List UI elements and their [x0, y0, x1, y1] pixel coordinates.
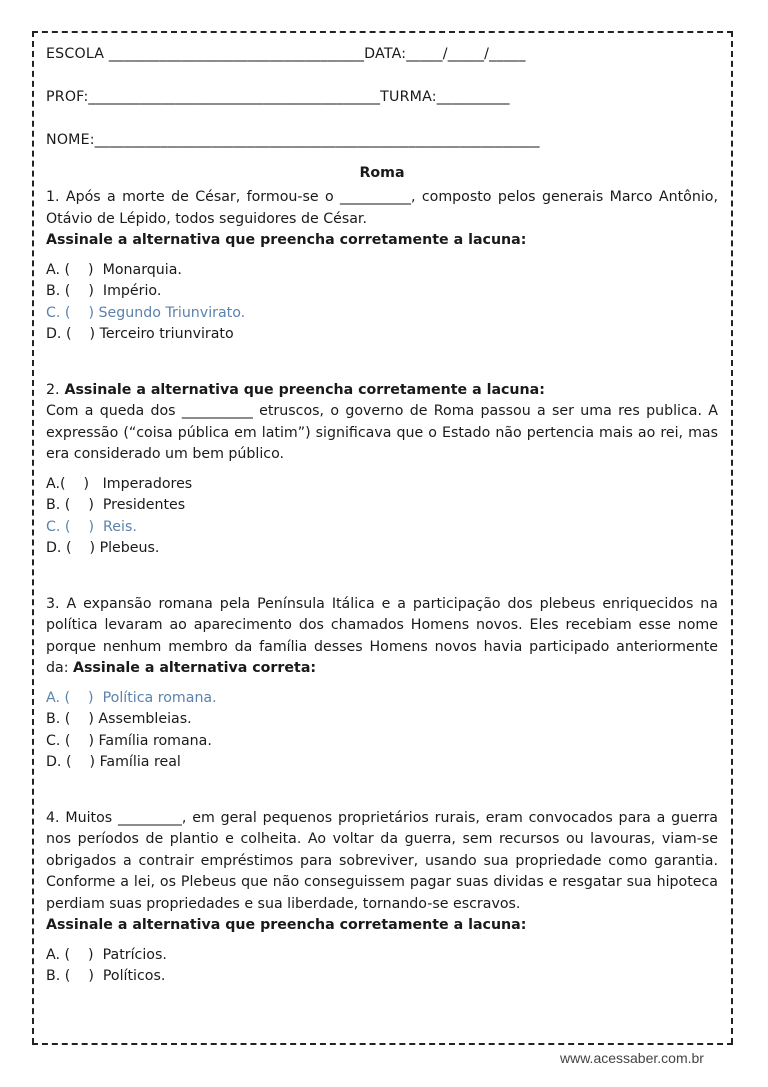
question-3-text: 3. A expansão romana pela Península Itálica e a participação dos plebeus enriquecidos na política levaram ao aparecimento dos chamados Homens novos. Eles recebiam esse nome porque nenhum membro da família desses Homens novos havia participado anteriormente da: Assinale a alternativa correta:	[46, 595, 718, 676]
option-a[interactable]: A. ( ) Patrícios.	[46, 946, 167, 963]
option-a[interactable]: A. ( ) Política romana.	[46, 689, 217, 706]
worksheet-content	[46, 44, 718, 988]
option-a[interactable]: A. ( ) Monarquia.	[46, 261, 182, 278]
option-d[interactable]: D. ( ) Terceiro triunvirato	[46, 326, 234, 342]
question-1-text: 1. Após a morte de César, formou-se o __________, composto pelos generais Marco Antônio, Otávio de Lépido, todos seguidores de César.	[46, 189, 718, 227]
question-1-instruction: Assinale a alternativa que preencha corretamente a lacuna:	[46, 232, 527, 248]
prof-field[interactable]: PROF:________________________________________TURMA:__________	[46, 89, 510, 105]
question-3	[46, 594, 718, 774]
escola-field[interactable]: ESCOLA ___________________________________DATA:_____/_____/_____	[46, 46, 526, 62]
question-4-text: 4. Muitos _________, em geral pequenos proprietários rurais, eram convocados para a guerra nos períodos de plantio e colheita. Ao voltar da guerra, sem recursos ou lavouras, viam-se obrigados a contrair empréstimos para sobreviver, usando sua propriedade como garantia. Conforme a lei, os Plebeus que não conseguissem pagar suas dividas e resgatar sua hipoteca perdiam suas propriedades e sua liberdade, tornando-se escravos.	[46, 809, 718, 912]
option-d[interactable]: D. ( ) Plebeus.	[46, 540, 160, 556]
option-b[interactable]: B. ( ) Assembleias.	[46, 711, 192, 727]
question-2-text: Com a queda dos __________ etruscos, o governo de Roma passou a ser uma res publica. A expressão (“coisa pública em latim”) significava que o Estado não pertencia mais ao rei, mas era considerado um bem público.	[46, 403, 718, 462]
option-c[interactable]: C. ( ) Reis.	[46, 518, 137, 535]
option-c[interactable]: C. ( ) Família romana.	[46, 732, 212, 749]
question-3-instruction: Assinale a alternativa correta:	[73, 660, 317, 676]
option-c[interactable]: C. ( ) Segundo Triunvirato.	[46, 304, 246, 321]
option-b[interactable]: B. ( ) Políticos.	[46, 968, 166, 984]
question-1-options	[46, 260, 718, 346]
option-a[interactable]: A.( ) Imperadores	[46, 475, 193, 492]
option-d[interactable]: D. ( ) Família real	[46, 754, 181, 770]
question-4-options	[46, 945, 718, 988]
page-border-bottom	[32, 1043, 733, 1045]
question-2-instruction: 2. Assinale a alternativa que preencha corretamente a lacuna:	[46, 381, 545, 398]
footer-website: www.acessaber.com.br	[560, 1050, 704, 1066]
page-border-right	[731, 31, 733, 1044]
page-title: Roma	[359, 165, 405, 181]
option-b[interactable]: B. ( ) Presidentes	[46, 497, 186, 513]
question-4	[46, 808, 718, 988]
page-border-left	[32, 31, 34, 1044]
question-1	[46, 187, 718, 346]
nome-field[interactable]: NOME:_____________________________________________________________	[46, 132, 540, 148]
question-2	[46, 380, 718, 560]
option-b[interactable]: B. ( ) Império.	[46, 283, 162, 299]
page-border-top	[32, 31, 733, 33]
question-2-options	[46, 474, 718, 560]
question-4-instruction: Assinale a alternativa que preencha corretamente a lacuna:	[46, 917, 527, 933]
question-3-options	[46, 688, 718, 774]
